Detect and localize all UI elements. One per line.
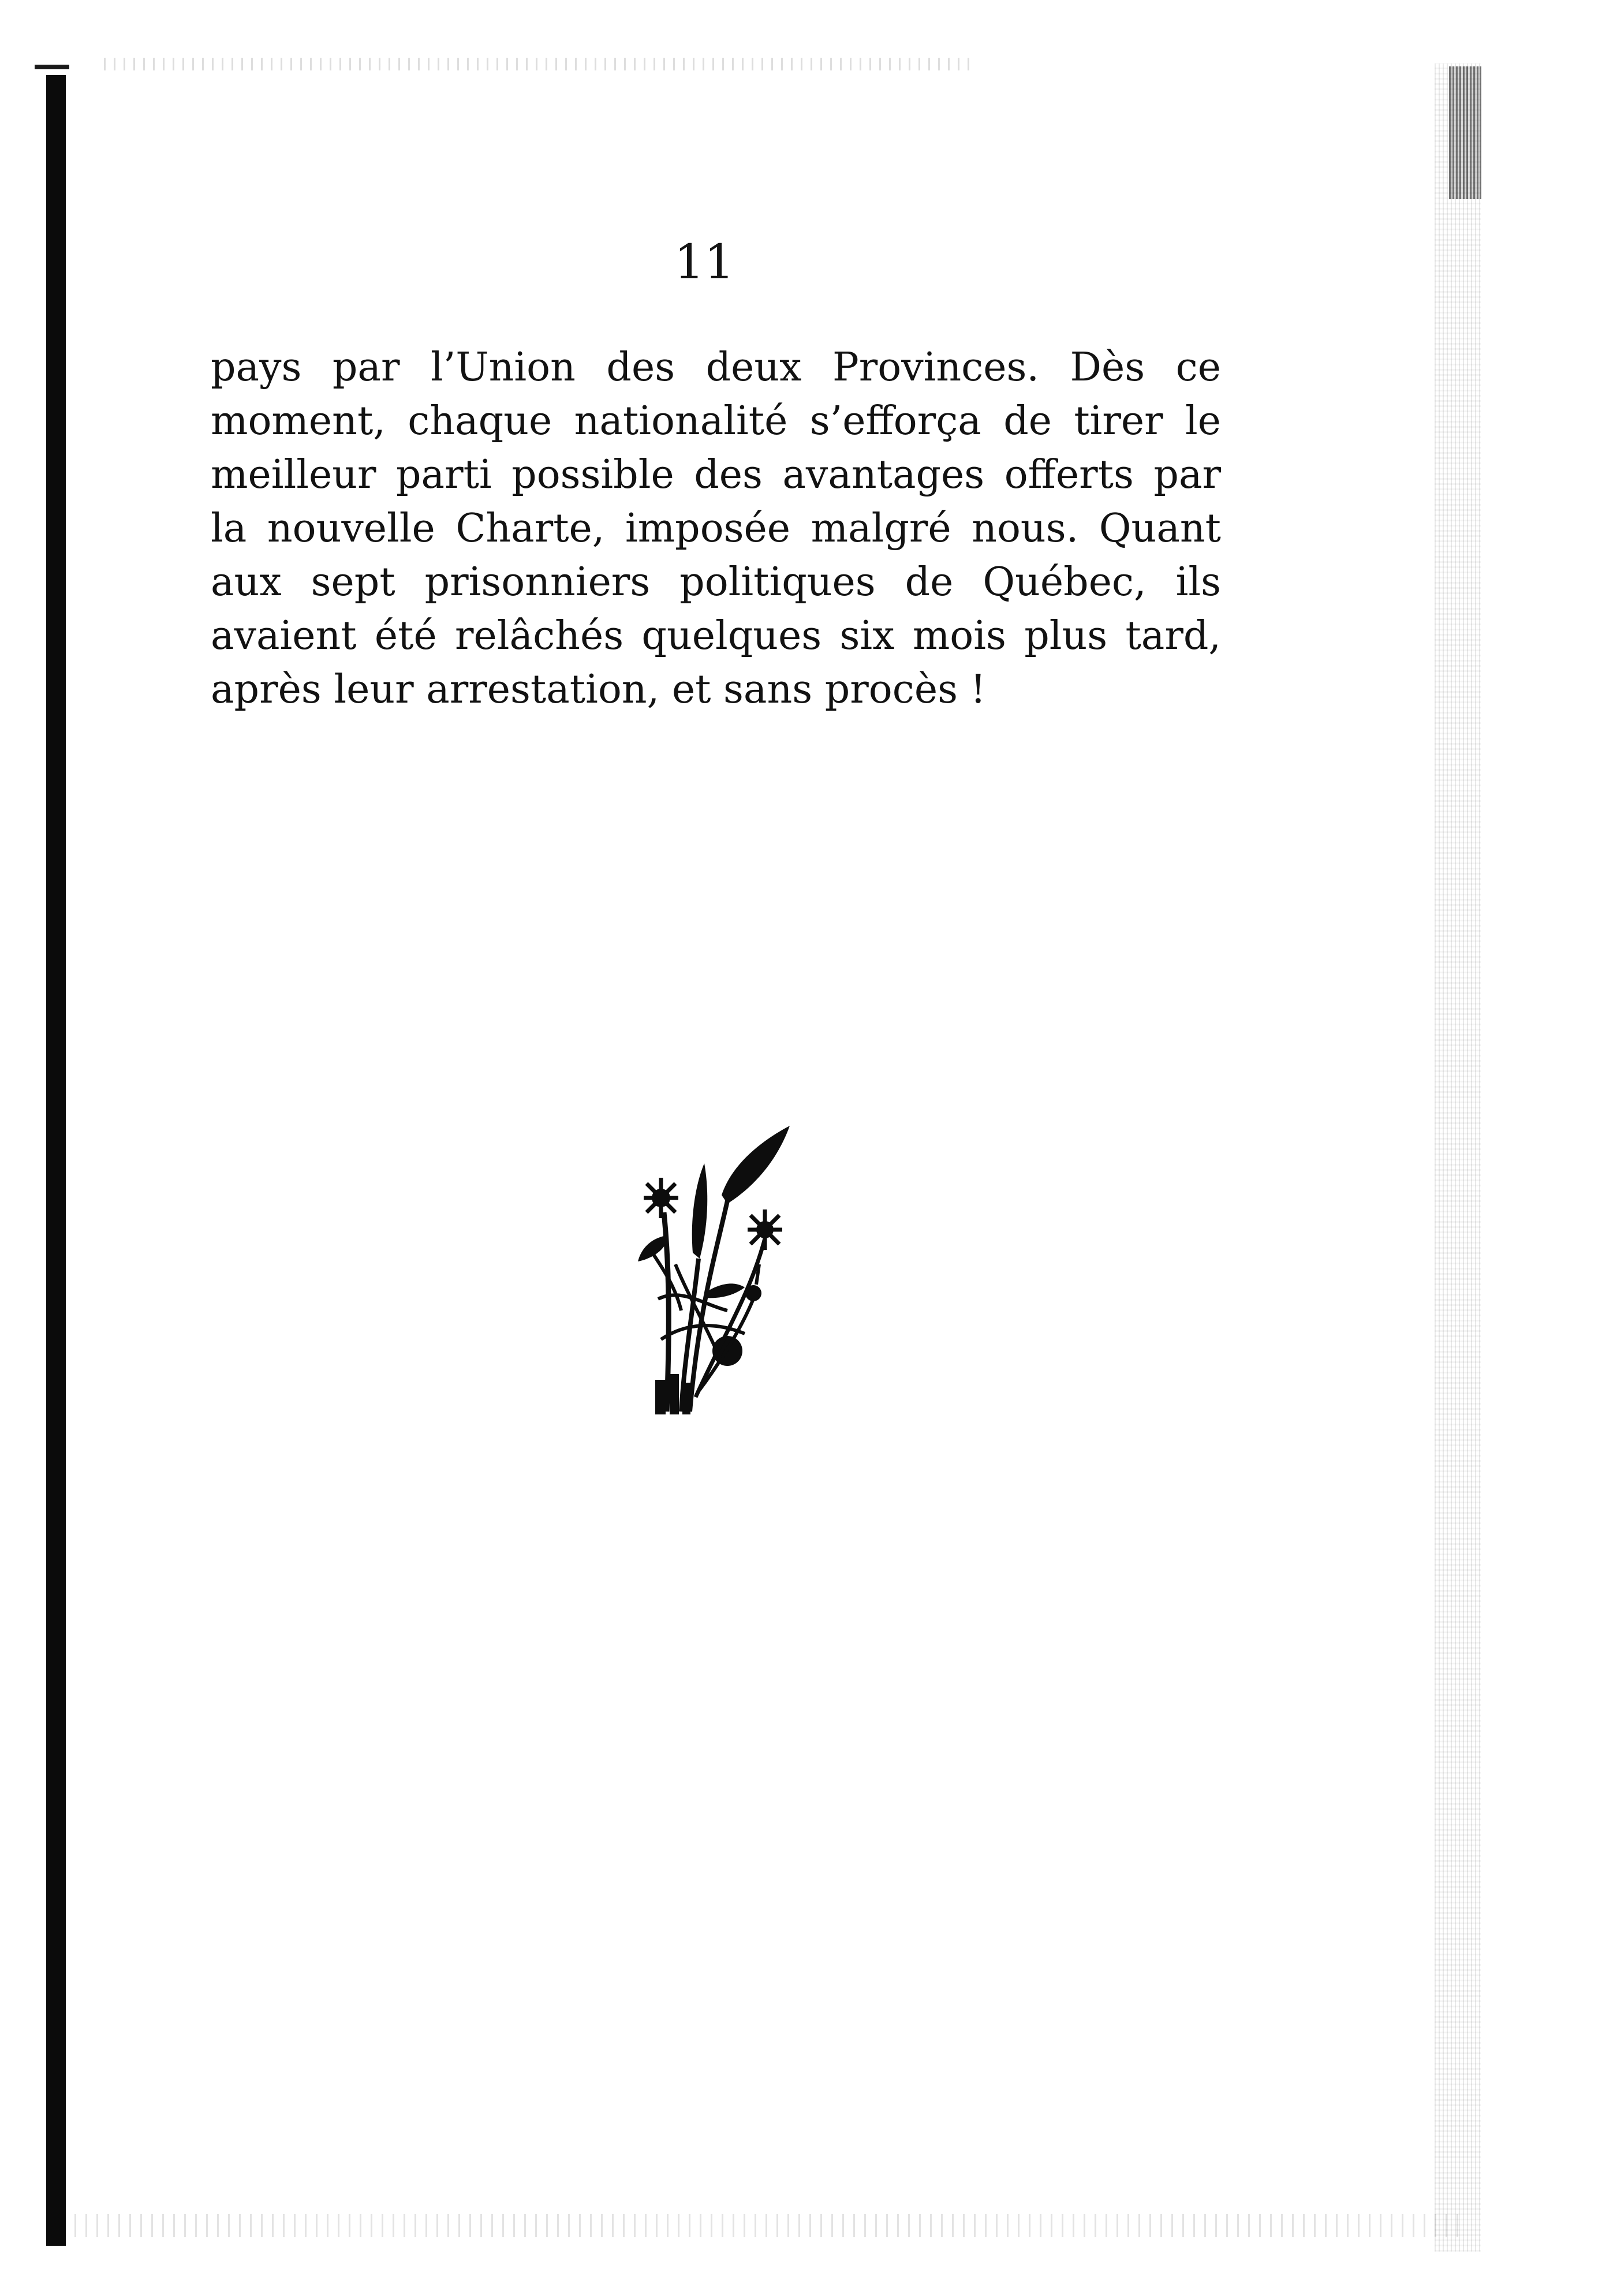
page-number: 11 xyxy=(674,235,735,290)
text-line: après leur arrestation, et sans procès ! xyxy=(211,667,986,712)
text-line: avaient été relâchés quelques six mois plus tard, xyxy=(211,613,1221,659)
text-line: la nouvelle Charte, imposée malgré nous. Quant xyxy=(211,506,1221,551)
text-line: meilleur parti possible des avantages offerts par xyxy=(211,452,1221,498)
body-paragraph xyxy=(211,341,1221,716)
binding-shadow xyxy=(46,75,66,2246)
floral-vignette-icon xyxy=(635,1120,808,1420)
top-edge-speckle xyxy=(104,58,970,70)
right-edge-dark-patch xyxy=(1449,66,1481,199)
bottom-edge-speckle xyxy=(64,2214,1461,2237)
binding-edge-mark xyxy=(35,65,69,69)
text-line: moment, chaque nationalité s’efforça de tirer le xyxy=(211,398,1221,444)
text-line: pays par l’Union des deux Provinces. Dès ce xyxy=(211,345,1221,390)
text-line: aux sept prisonniers politiques de Québec, ils xyxy=(211,559,1221,605)
right-edge-scan-noise xyxy=(1435,64,1481,2252)
